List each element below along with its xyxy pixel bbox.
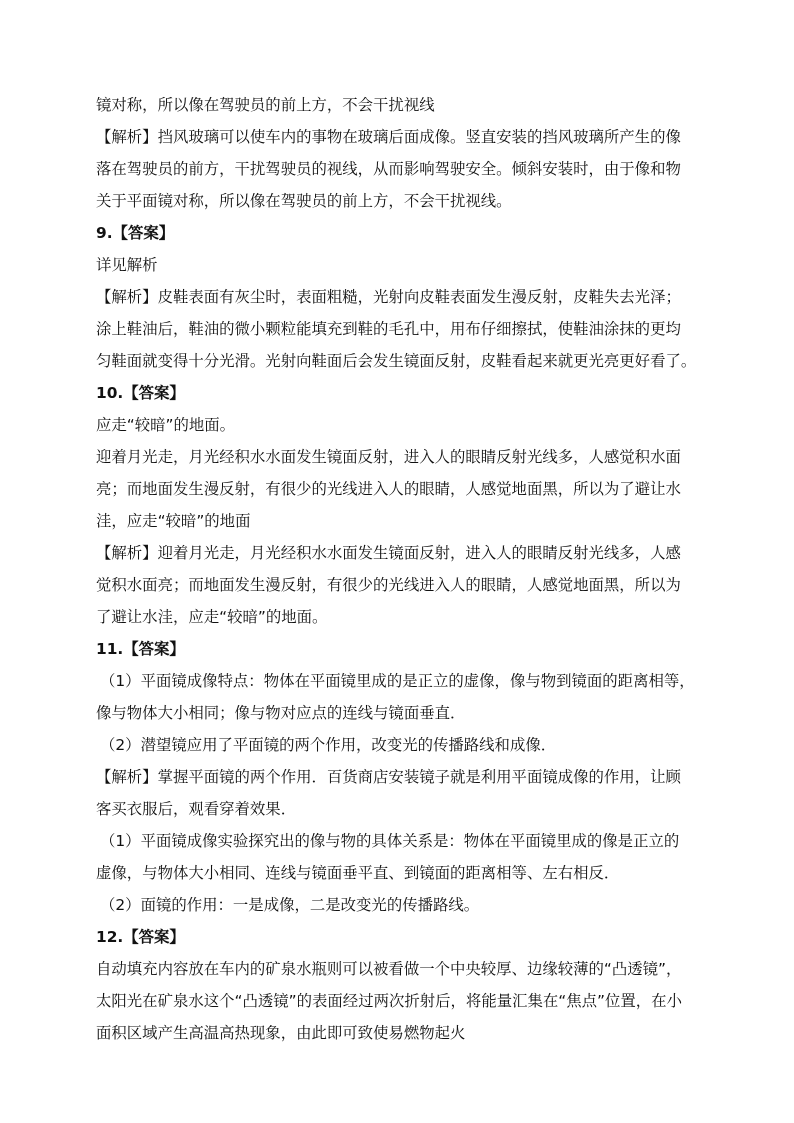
text-line: 了避让水洼，应走“较暗”的地面。 (96, 608, 328, 626)
text-line: 迎着月光走，月光经积水水面发生镜面反射，进入人的眼睛反射光线多，人感觉积水面 (96, 448, 681, 466)
text-line: 虚像，与物体大小相同、连线与镜面垂平直、到镜面的距离相等、左右相反． (96, 864, 620, 882)
text-line: 觉积水面亮；而地面发生漫反射，有很少的光线进入人的眼睛，人感觉地面黑，所以为 (96, 576, 681, 594)
text-line: 客买衣服后，观看穿着效果． (96, 800, 297, 818)
analysis-line: 【解析】掌握平面镜的两个作用．百货商店安装镜子就是利用平面镜成像的作用，让顾 (96, 768, 681, 786)
text-line: 匀鞋面就变得十分光滑。光射向鞋面后会发生镜面反射，皮鞋看起来就更光亮更好看了。 (96, 352, 697, 370)
text-line: 洼，应走“较暗”的地面 (96, 512, 251, 530)
text-line: 像与物体大小相同；像与物对应点的连线与镜面垂直． (96, 704, 466, 722)
text-line: 涂上鞋油后，鞋油的微小颗粒能填充到鞋的毛孔中，用布仔细擦拭，使鞋油涂抹的更均 (96, 320, 681, 338)
answer-heading-10: 10.【答案】 (96, 384, 185, 402)
answer-heading-12: 12.【答案】 (96, 928, 185, 946)
answer-item-1: （1）平面镜成像特点：物体在平面镜里成的是正立的虚像，像与物到镜面的距离相等， (100, 672, 695, 690)
text-line: 太阳光在矿泉水这个“凸透镜”的表面经过两次折射后，将能量汇集在“焦点”位置，在小 (96, 992, 682, 1010)
answer-text: 详见解析 (96, 256, 158, 274)
analysis-line: 【解析】皮鞋表面有灰尘时，表面粗糙，光射向皮鞋表面发生漫反射，皮鞋失去光泽； (96, 288, 681, 306)
answer-text: 自动填充内容放在车内的矿泉水瓶则可以被看做一个中央较厚、边缘较薄的“凸透镜”， (96, 960, 682, 978)
text-line: 面积区域产生高温高热现象，由此即可致使易燃物起火 (96, 1024, 466, 1042)
text-line: 亮；而地面发生漫反射，有很少的光线进入人的眼睛，人感觉地面黑，所以为了避让水 (96, 480, 681, 498)
answer-heading-9: 9.【答案】 (96, 224, 175, 242)
analysis-line: 【解析】迎着月光走，月光经积水水面发生镜面反射，进入人的眼睛反射光线多，人感 (96, 544, 681, 562)
answer-item-2: （2）潜望镜应用了平面镜的两个作用，改变光的传播路线和成像． (100, 736, 557, 754)
answer-text: 应走“较暗”的地面。 (96, 416, 236, 434)
analysis-item-2: （2）面镜的作用：一是成像，二是改变光的传播路线。 (100, 896, 480, 914)
analysis-item-1: （1）平面镜成像实验探究出的像与物的具体关系是：物体在平面镜里成的像是正立的 (100, 832, 680, 850)
answer-heading-11: 11.【答案】 (96, 640, 185, 658)
text-line: 镜对称，所以像在驾驶员的前上方，不会干扰视线 (96, 96, 435, 114)
text-line: 关于平面镜对称，所以像在驾驶员的前上方，不会干扰视线。 (96, 192, 512, 210)
analysis-line: 【解析】挡风玻璃可以使车内的事物在玻璃后面成像。竖直安装的挡风玻璃所产生的像 (96, 128, 681, 146)
text-line: 落在驾驶员的前方，干扰驾驶员的视线，从而影响驾驶安全。倾斜安装时，由于像和物 (96, 160, 681, 178)
